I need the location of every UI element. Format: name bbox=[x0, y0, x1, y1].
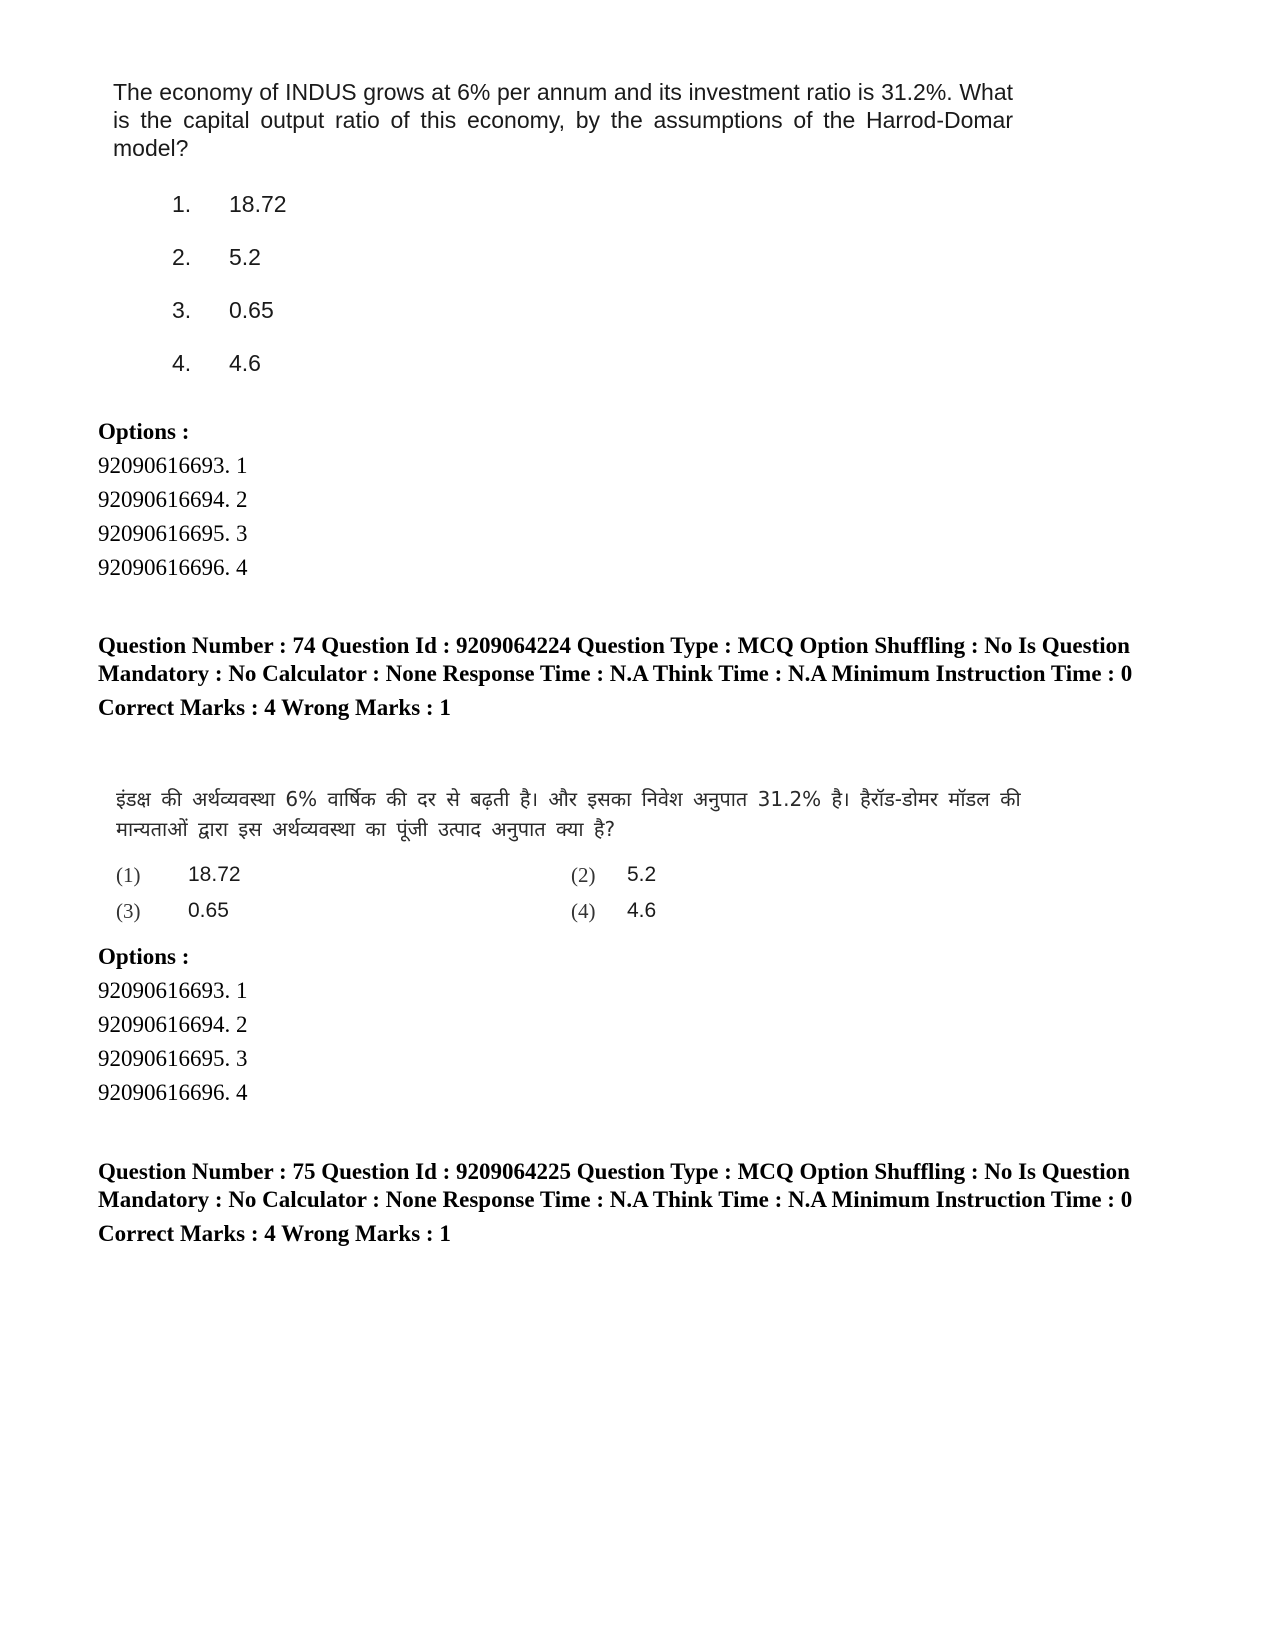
option-id-line: 92090616696. 4 bbox=[98, 555, 248, 580]
choice-value: 18.72 bbox=[188, 863, 241, 886]
question-image-hindi bbox=[116, 784, 1056, 923]
answer-choices-hindi bbox=[116, 860, 816, 940]
question-meta-text: Question Number : 75 Question Id : 9209064225 Question Type : MCQ Option Shuffling : No Is Question Mandatory : No Calculator : None Response Time : N.A Think Time : N.A Minimum Instruction Time : 0 bbox=[98, 1159, 1133, 1212]
question-text-hindi: इंडक्ष की अर्थव्यवस्था 6% वार्षिक की दर से बढ़ती है। और इसका निवेश अनुपात 31.2% है। हैरॉड-डोमर मॉडल की मान्यताओं द्वारा इस अर्थव्यवस्था का पूंजी उत्पाद अनुपात क्या है? bbox=[116, 787, 1021, 841]
option-id-line: 92090616696. 4 bbox=[98, 1080, 248, 1105]
option-id-line: 92090616694. 2 bbox=[98, 487, 248, 512]
choice-value: 4.6 bbox=[229, 350, 261, 376]
choice-number: (4) bbox=[571, 899, 596, 923]
options-list bbox=[98, 943, 248, 1113]
question-meta-text: Question Number : 74 Question Id : 9209064224 Question Type : MCQ Option Shuffling : No Is Question Mandatory : No Calculator : None Response Time : N.A Think Time : N.A Minimum Instruction Time : 0 bbox=[98, 633, 1133, 686]
choice-number: (1) bbox=[116, 863, 141, 887]
choice-value: 4.6 bbox=[627, 899, 657, 922]
choice-value: 18.72 bbox=[229, 191, 287, 217]
marks-text: Correct Marks : 4 Wrong Marks : 1 bbox=[98, 695, 451, 720]
choice-number: 2. bbox=[172, 244, 192, 270]
choice-number: (2) bbox=[571, 863, 596, 887]
choice-value: 5.2 bbox=[229, 244, 261, 270]
question-image-english bbox=[113, 78, 1013, 376]
option-id-line: 92090616693. 1 bbox=[98, 978, 248, 1003]
option-id-line: 92090616695. 3 bbox=[98, 1046, 248, 1071]
options-heading: Options : bbox=[98, 944, 190, 969]
choice-value: 0.65 bbox=[188, 899, 229, 922]
question-text-english: The economy of INDUS grows at 6% per annum and its investment ratio is 31.2%. What is the capital output ratio of this economy, by the assumptions of the Harrod-Domar model? bbox=[113, 79, 1013, 161]
options-heading: Options : bbox=[98, 419, 190, 444]
option-id-line: 92090616695. 3 bbox=[98, 521, 248, 546]
choice-number: 3. bbox=[172, 297, 192, 323]
options-list bbox=[98, 418, 248, 588]
choice-value: 0.65 bbox=[229, 297, 274, 323]
option-id-line: 92090616694. 2 bbox=[98, 1012, 248, 1037]
choice-value: 5.2 bbox=[627, 863, 657, 886]
marks-text: Correct Marks : 4 Wrong Marks : 1 bbox=[98, 1221, 451, 1246]
choice-number: 1. bbox=[172, 191, 192, 217]
question-meta-74 bbox=[98, 632, 1188, 722]
option-id-line: 92090616693. 1 bbox=[98, 453, 248, 478]
choice-number: 4. bbox=[172, 350, 192, 376]
question-meta-75 bbox=[98, 1158, 1188, 1248]
choice-number: (3) bbox=[116, 899, 141, 923]
